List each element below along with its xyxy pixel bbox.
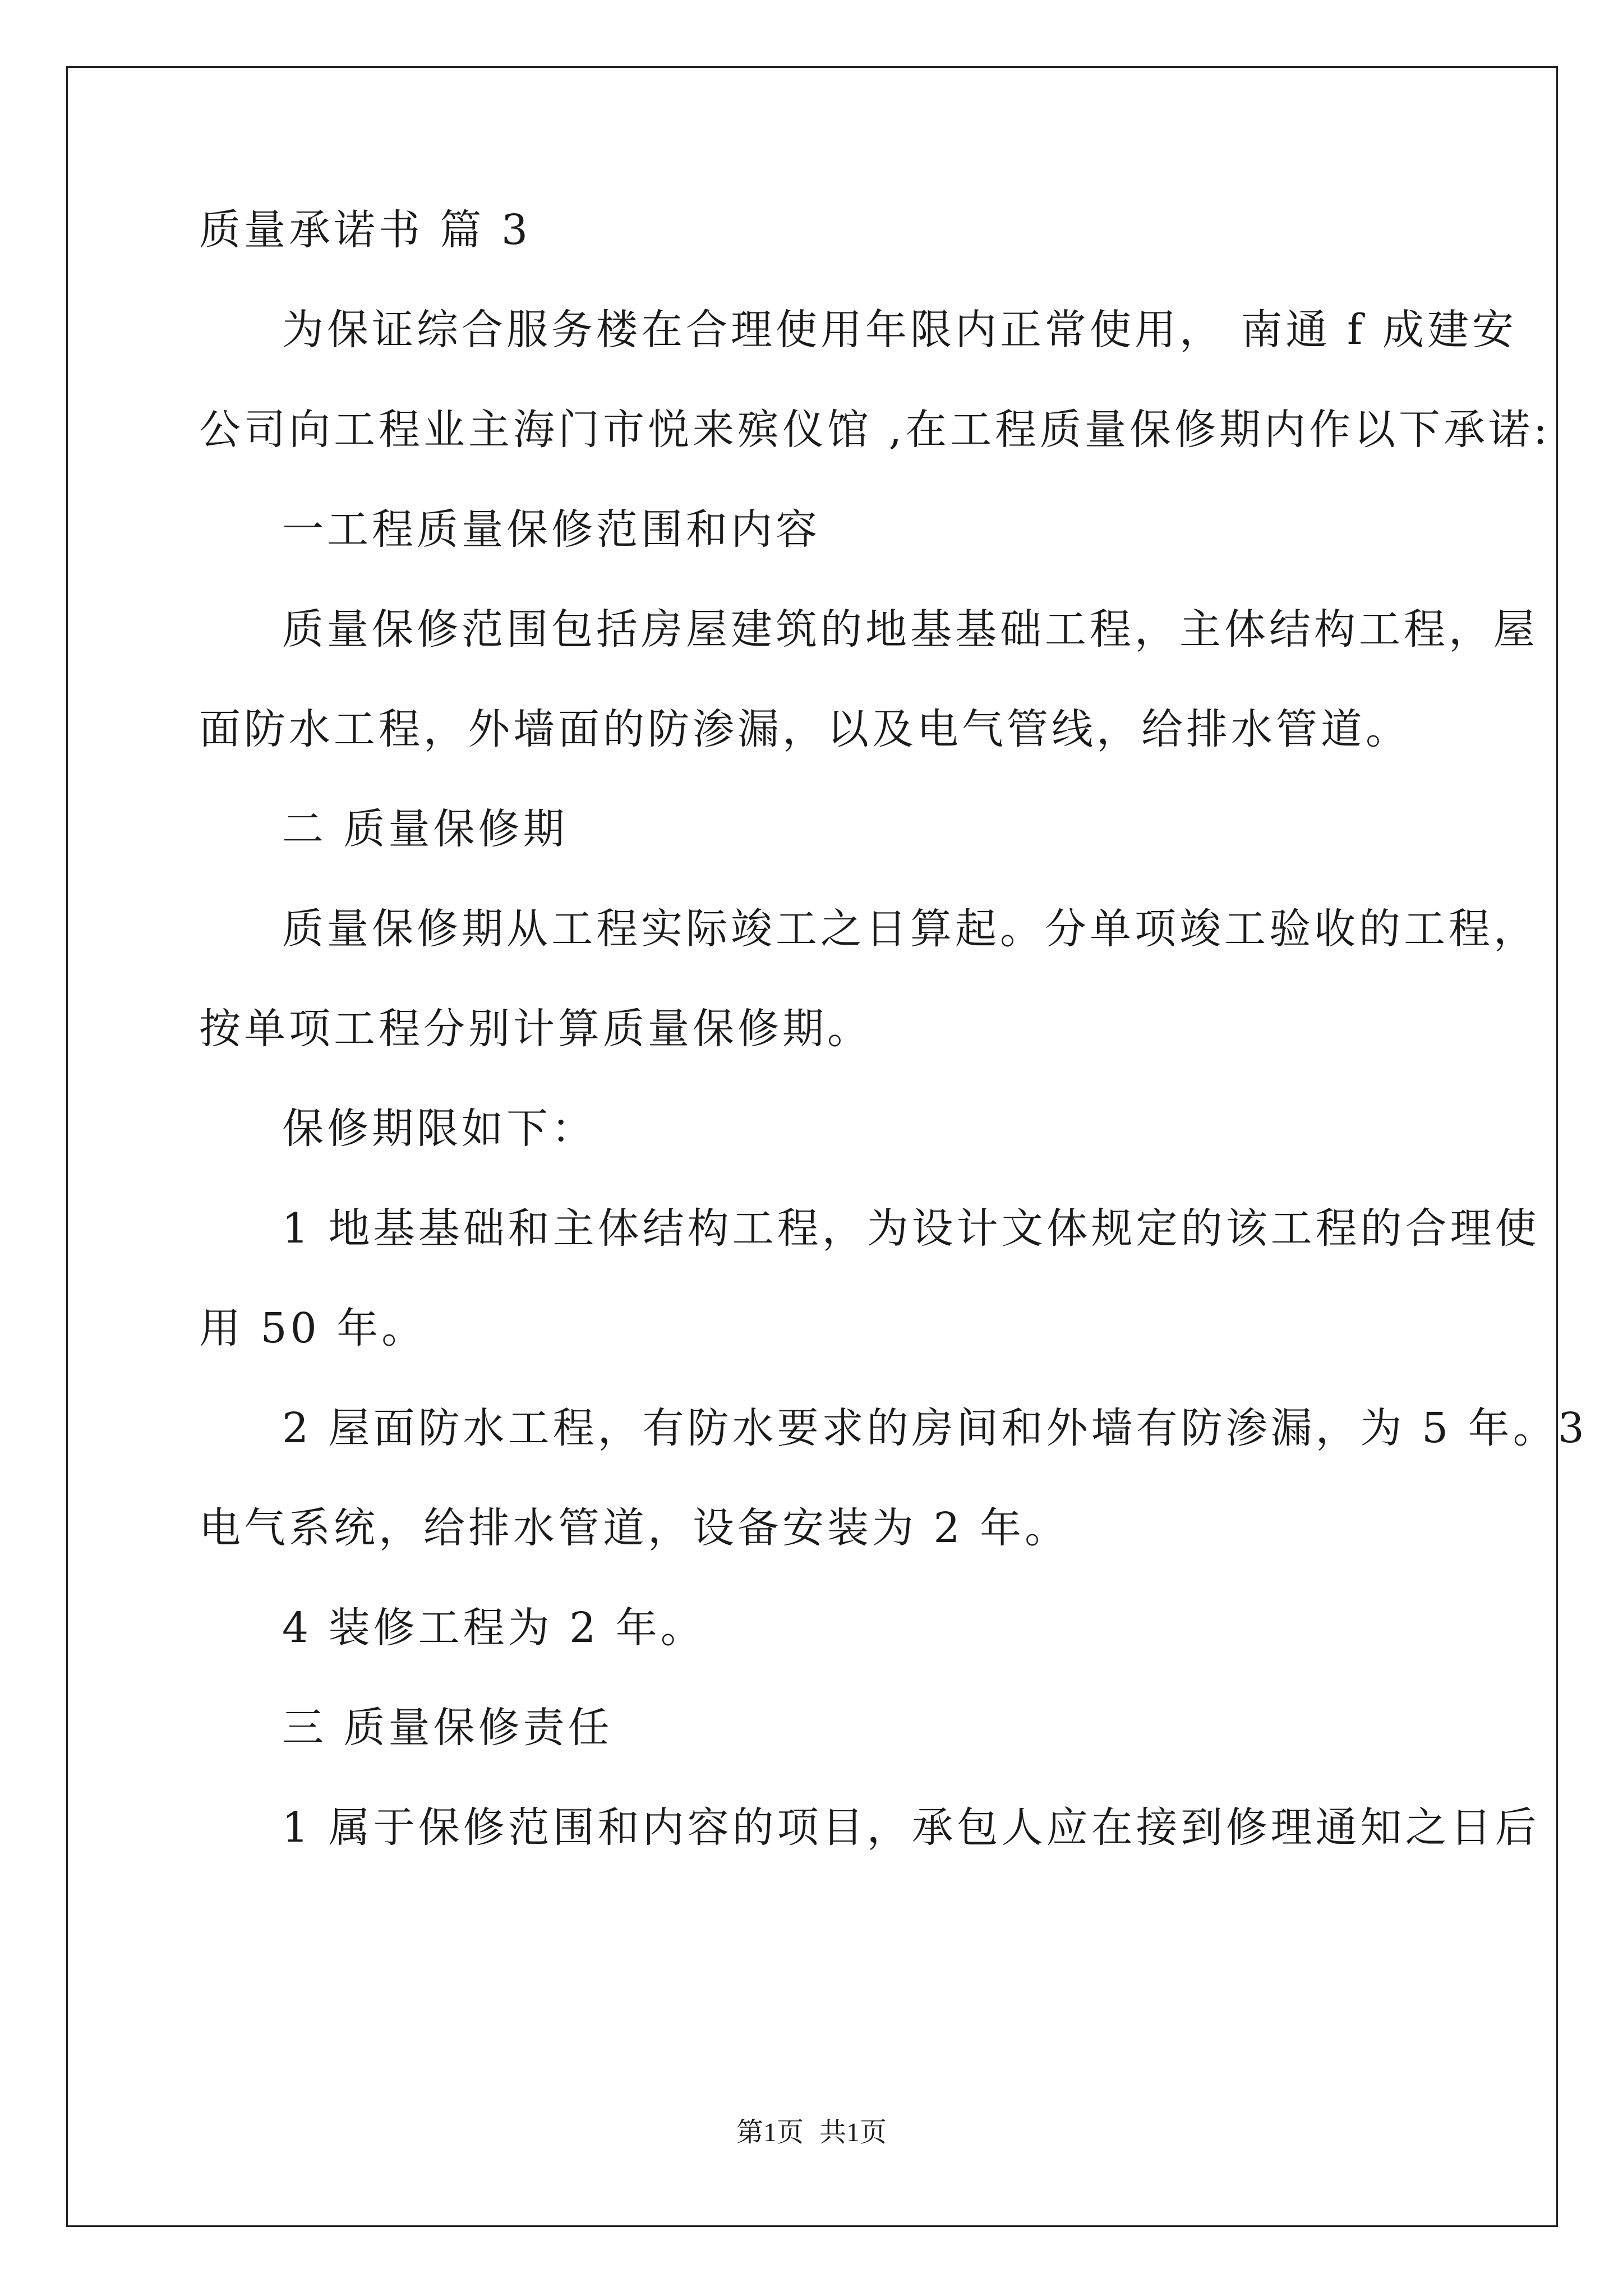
- paragraph-line: 保修期限如下：: [282, 1105, 596, 1153]
- paragraph-line: 质量保修期从工程实际竣工之日算起。分单项竣工验收的工程，: [282, 905, 1538, 953]
- paragraph-line: 2 屋面防水工程，有防水要求的房间和外墙有防渗漏，为 5 年。3: [282, 1404, 1588, 1452]
- section-heading: 一工程质量保修范围和内容: [282, 505, 820, 554]
- document-title: 质量承诺书 篇 3: [199, 206, 532, 254]
- paragraph-line: 1 地基基础和主体结构工程，为设计文体规定的该工程的合理使: [282, 1204, 1540, 1253]
- paragraph-line: 为保证综合服务楼在合理使用年限内正常使用， 南通 f 成建安: [282, 306, 1517, 354]
- section-heading: 三 质量保修责任: [282, 1704, 613, 1752]
- paragraph-line: 面防水工程，外墙面的防渗漏，以及电气管线，给排水管道。: [199, 705, 1410, 753]
- page-footer: [0, 2110, 1623, 2149]
- paragraph-line: 1 属于保修范围和内容的项目，承包人应在接到修理通知之日后: [282, 1803, 1540, 1852]
- page-number: 第1页: [736, 2118, 804, 2147]
- paragraph-line: 电气系统，给排水管道，设备安装为 2 年。: [199, 1504, 1070, 1552]
- section-heading: 二 质量保修期: [282, 805, 568, 853]
- paragraph-line: 质量保修范围包括房屋建筑的地基基础工程，主体结构工程，屋: [282, 605, 1538, 654]
- paragraph-line: 4 装修工程为 2 年。: [282, 1604, 706, 1652]
- page-total: 共1页: [819, 2118, 887, 2147]
- paragraph-line: 用 50 年。: [199, 1304, 427, 1352]
- paragraph-line: 按单项工程分别计算质量保修期。: [199, 1005, 872, 1053]
- document-body: [199, 202, 1588, 1856]
- paragraph-line: 公司向工程业主海门市悦来殡仪馆 ,在工程质量保修期内作以下承诺:: [199, 406, 1551, 454]
